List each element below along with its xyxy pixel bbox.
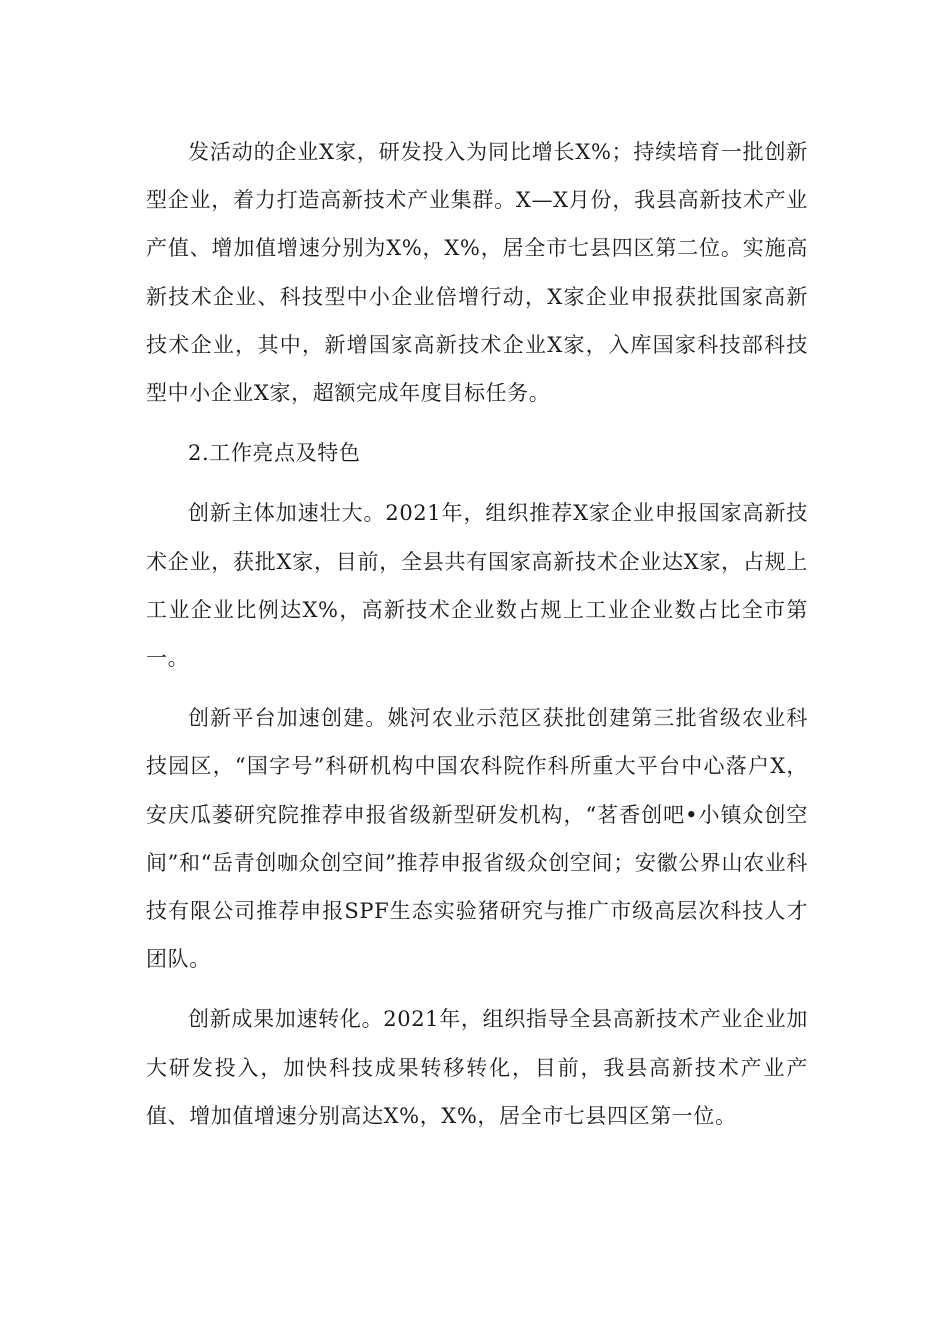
paragraph-gap — [146, 417, 808, 429]
document-body — [146, 128, 808, 1140]
paragraph-innovation-results: 创新成果加速转化。2021年，组织指导全县高新技术产业企业加大研发投入，加快科技成果转移转化，目前，我县高新技术产业产值、增加值增速分别高达X%，X%，居全市七县四区第一位。 — [146, 1007, 808, 1128]
paragraph-gap — [146, 983, 808, 995]
section-heading-highlights: 2.工作亮点及特色 — [188, 441, 361, 466]
paragraph-enterprise-growth: 发活动的企业X家，研发投入为同比增长X%；持续培育一批创新型企业，着力打造高新技术产业集群。X—X月份，我县高新技术产业产值、增加值增速分别为X%，X%，居全市七县四区第二位。实施高新技术企业、科技型中小企业倍增行动，X家企业申报获批国家高新技术企业，其中，新增国家高新技术企业X家，入库国家科技部科技型中小企业X家，超额完成年度目标任务。 — [146, 140, 808, 406]
paragraph-innovation-platforms: 创新平台加速创建。姚河农业示范区获批创建第三批省级农业科技园区，“国字号”科研机构中国农科院作科所重大平台中心落户X，安庆瓜蒌研究院推荐申报省级新型研发机构，“茗香创吧•小镇众创空间”和“岳青创咖众创空间”推荐申报省级众创空间；安徽公界山农业科技有限公司推荐申报SPF生态实验猪研究与推广市级高层次科技人才团队。 — [146, 706, 808, 972]
paragraph-gap — [146, 477, 808, 489]
paragraph-innovation-subjects: 创新主体加速壮大。2021年，组织推荐X家企业申报国家高新技术企业，获批X家，目前，全县共有国家高新技术企业达X家，占规上工业企业比例达X%，高新技术企业数占规上工业企业数占比全市第一。 — [146, 501, 808, 671]
paragraph-gap — [146, 682, 808, 694]
